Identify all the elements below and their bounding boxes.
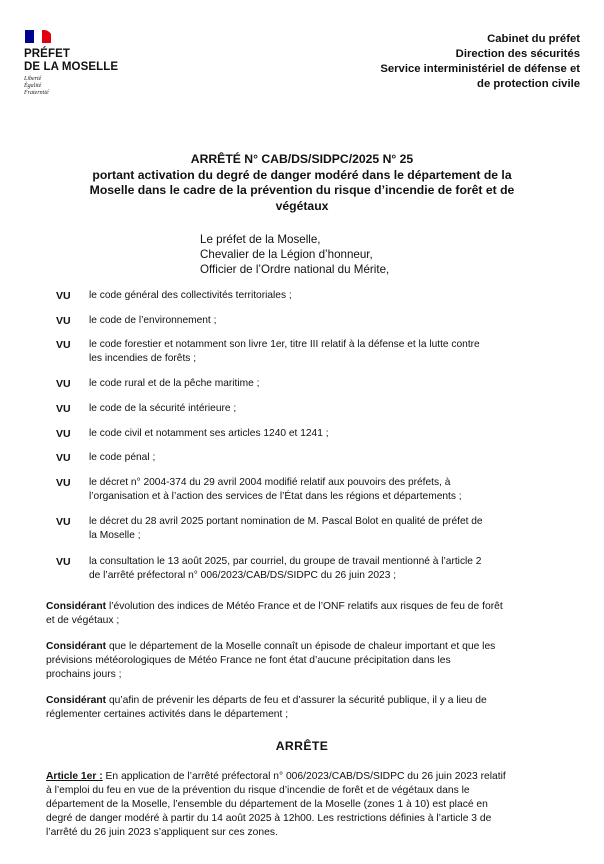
vu-text: le code général des collectivités territoriales ; xyxy=(89,290,292,301)
considerant-text: que le département de la Moselle connaît un épisode de chaleur important et que les xyxy=(106,641,496,652)
authority-line-1: Le préfet de la Moselle, xyxy=(200,233,321,246)
vu-keyword: VU xyxy=(56,452,71,464)
vu-text: le code de l’environnement ; xyxy=(89,315,217,326)
service-line-3: Service interministériel de défense et xyxy=(380,63,580,75)
article-1-text: à l’emploi du feu en vue de la prévention du risque d’incendie de forêt et de végétaux dans le xyxy=(46,785,470,796)
vu-keyword: VU xyxy=(56,339,71,351)
vu-keyword: VU xyxy=(56,315,71,327)
vu-text: la consultation le 13 août 2025, par courriel, du groupe de travail mentionné à l’article 2 xyxy=(89,556,482,567)
authority-line-2: Chevalier de la Légion d’honneur, xyxy=(200,248,373,261)
decree-title-line2: portant activation du degré de danger modéré dans le département de la xyxy=(92,167,512,182)
considerant-text: qu’afin de prévenir les départs de feu et d’assurer la sécurité publique, il y a lieu de xyxy=(106,695,487,706)
vu-text: de l’arrêté préfectoral n° 006/2023/CAB/DS/SIDPC du 26 juin 2023 ; xyxy=(89,570,397,581)
article-1-label: Article 1er : xyxy=(46,771,103,782)
vu-keyword: VU xyxy=(56,378,71,390)
decree-number: ARRÊTÉ N° CAB/DS/SIDPC/2025 N° 25 xyxy=(190,152,414,166)
motto-egalite: Égalité xyxy=(24,83,42,89)
article-1-text: département de la Moselle, l’ensemble du département de la Moselle (zones 1 à 10) est placé en xyxy=(46,799,488,810)
service-line-4: de protection civile xyxy=(477,78,580,90)
vu-keyword: VU xyxy=(56,403,71,415)
vu-text: le code rural et de la pêche maritime ; xyxy=(89,378,260,389)
article-1-text: l’arrêté du 26 juin 2023 s’appliquent sur ces zones. xyxy=(46,827,278,838)
vu-text: le code civil et notamment ses articles 1240 et 1241 ; xyxy=(89,428,329,439)
flag-red-band xyxy=(42,30,51,43)
prefecture-name-line2: DE LA MOSELLE xyxy=(24,61,119,73)
vu-keyword: VU xyxy=(56,477,71,489)
flag-white-band xyxy=(34,30,43,43)
considerant-text: réglementer certaines activités dans le département ; xyxy=(46,709,289,720)
considerant-item xyxy=(46,640,580,682)
considerant-text: prochains jours ; xyxy=(46,669,122,680)
decree-title-line3: Moselle dans le cadre de la prévention du risque d’incendie de forêt et de xyxy=(89,183,515,197)
vu-text: le décret du 28 avril 2025 portant nomination de M. Pascal Bolot en qualité de préfet de xyxy=(89,516,483,527)
considerant-keyword: Considérant xyxy=(46,641,107,652)
vu-keyword: VU xyxy=(56,428,71,440)
republic-motto xyxy=(24,76,154,97)
article-1 xyxy=(46,770,580,840)
vu-text: le code pénal ; xyxy=(89,452,156,463)
prefecture-name xyxy=(24,48,154,74)
vu-text: le code de la sécurité intérieure ; xyxy=(89,403,237,414)
prefecture-logo xyxy=(24,30,154,97)
authority-block xyxy=(200,232,389,277)
service-line-2: Direction des sécurités xyxy=(455,48,580,60)
considerant-text: prévisions météorologiques de Météo France ne font état d’aucune précipitation dans les xyxy=(46,655,451,666)
considerant-keyword: Considérant xyxy=(46,695,107,706)
service-line-1: Cabinet du préfet xyxy=(487,33,580,45)
article-1-text: degré de danger modéré à partir du 14 août 2025 à 12h00. Les restrictions définies à l’article 3 de xyxy=(46,813,492,824)
motto-fraternite: Fraternité xyxy=(24,90,49,96)
vu-text: les incendies de forêts ; xyxy=(89,353,197,364)
vu-text: l’organisation et à l’action des services de l’État dans les régions et départements ; xyxy=(89,491,462,502)
vu-keyword: VU xyxy=(56,556,71,568)
considerant-item xyxy=(46,600,580,628)
vu-text: le code forestier et notamment son livre 1er, titre III relatif à la défense et la lutte contre xyxy=(89,339,480,350)
prefecture-name-line1: PRÉFET xyxy=(24,48,70,60)
vu-keyword: VU xyxy=(56,290,71,302)
vu-keyword: VU xyxy=(56,516,71,528)
considerant-text: l’évolution des indices de Météo France et de l’ONF relatifs aux risques de feu de forêt xyxy=(106,601,503,612)
arrete-heading: ARRÊTE xyxy=(275,739,329,753)
considerant-keyword: Considérant xyxy=(46,601,107,612)
vu-text: la Moselle ; xyxy=(89,530,141,541)
motto-liberte: Liberté xyxy=(24,76,42,82)
article-1-text: En application de l’arrêté préfectoral n° 006/2023/CAB/DS/SIDPC du 26 juin 2023 relatif xyxy=(102,771,506,782)
vu-text: le décret n° 2004-374 du 29 avril 2004 modifié relatif aux pouvoirs des préfets, à xyxy=(89,477,451,488)
considerant-item xyxy=(46,694,580,722)
considerant-text: et de végétaux ; xyxy=(46,615,120,626)
authority-line-3: Officier de l’Ordre national du Mérite, xyxy=(200,263,390,276)
issuing-services xyxy=(380,32,580,92)
decree-title-line4: végétaux xyxy=(275,198,329,213)
marianne-flag-icon xyxy=(24,30,52,43)
decree-title xyxy=(40,152,564,214)
flag-blue-band xyxy=(25,30,34,43)
